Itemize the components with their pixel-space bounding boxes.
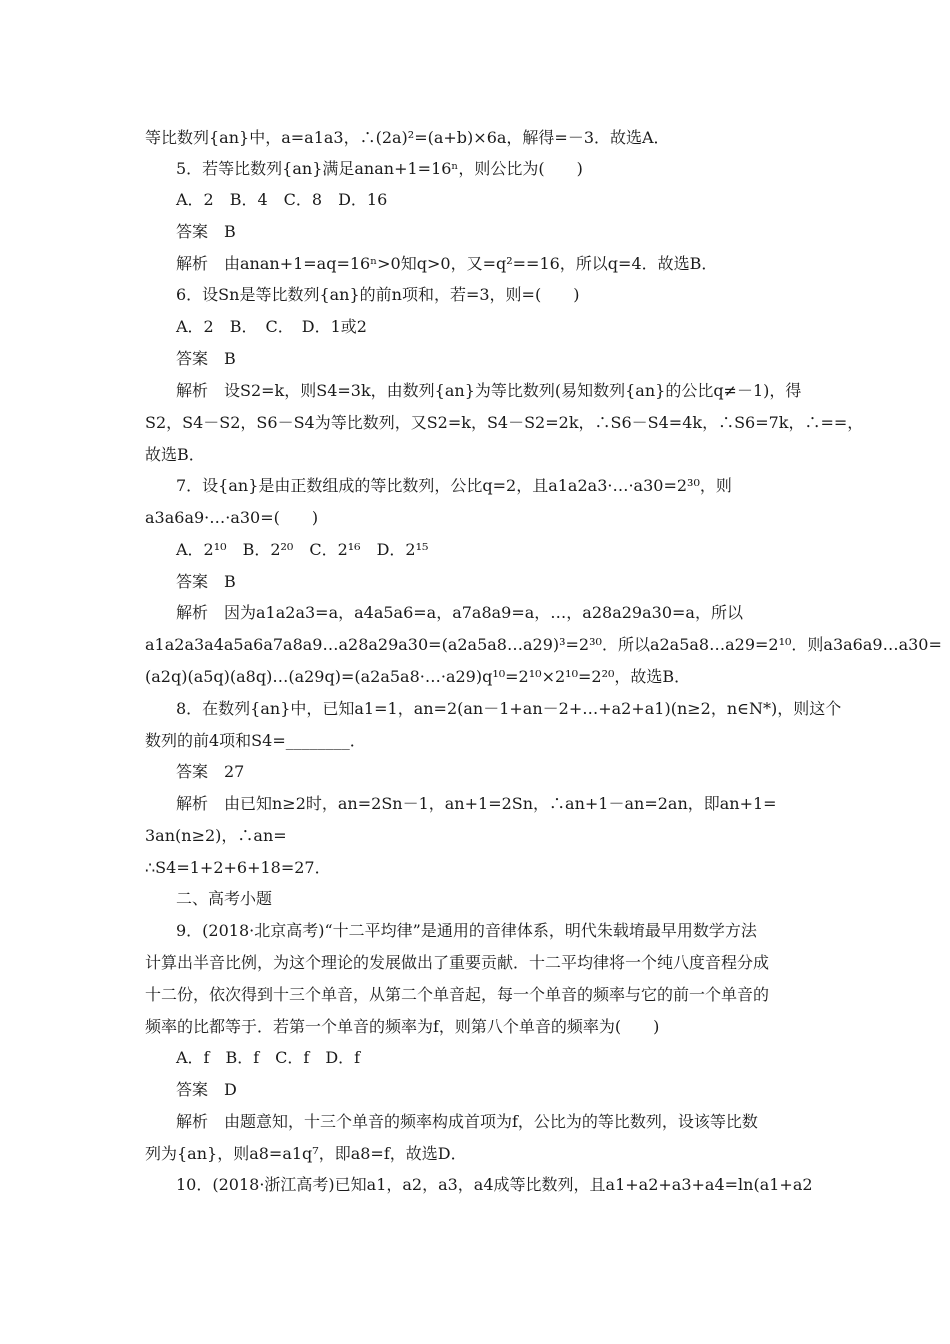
question-9-options: A．f B．f C．f D．f <box>176 1048 361 1067</box>
question-7-analysis: a1a2a3a4a5a6a7a8a9…a28a29a30=(a2a5a8…a29)³=2³⁰．所以a2a5a8…a29=2¹⁰．则a3a6a9…a30= <box>145 635 942 654</box>
question-6-answer: 答案 B <box>176 349 236 368</box>
question-10-stem: 10．(2018·浙江高考)已知a1，a2，a3，a4成等比数列，且a1+a2+a3+a4=ln(a1+a2 <box>176 1175 813 1194</box>
question-6-analysis: 故选B． <box>145 445 205 464</box>
question-9-stem: 十二份，依次得到十三个单音，从第二个单音起，每一个单音的频率与它的前一个单音的 <box>145 985 770 1004</box>
question-8-analysis: 3an(n≥2)，∴an= <box>145 826 287 845</box>
question-6-options: A．2 B． C． D．1或2 <box>176 317 367 336</box>
question-5-answer: 答案 B <box>176 222 236 241</box>
question-7-analysis: 解析 因为a1a2a3=a，a4a5a6=a，a7a8a9=a，…，a28a29a30=a，所以 <box>176 603 743 622</box>
section-heading: 二、高考小题 <box>176 889 273 908</box>
question-7-analysis: (a2q)(a5q)(a8q)…(a29q)=(a2a5a8·…·a29)q¹⁰=2¹⁰×2¹⁰=2²⁰，故选B． <box>145 667 691 686</box>
question-5-options: A．2 B．4 C．8 D．16 <box>176 190 388 209</box>
question-7-stem: 7．设{an}是由正数组成的等比数列，公比q=2，且a1a2a3·…·a30=2³⁰，则 <box>176 476 732 495</box>
question-8-analysis: ∴S4=1+2+6+18=27． <box>145 858 331 877</box>
question-6-stem: 6．设Sn是等比数列{an}的前n项和，若=3，则=( ) <box>176 285 580 304</box>
question-9-stem: 计算出半音比例，为这个理论的发展做出了重要贡献．十二平均律将一个纯八度音程分成 <box>145 953 770 972</box>
question-9-answer: 答案 D <box>176 1080 237 1099</box>
question-9-analysis: 列为{an}，则a8=a1q⁷，即a8=f，故选D． <box>145 1144 467 1163</box>
question-9-stem: 9．(2018·北京高考)“十二平均律”是通用的音律体系，明代朱载堉最早用数学方法 <box>176 921 757 940</box>
question-8-analysis: 解析 由已知n≥2时，an=2Sn－1，an+1=2Sn，∴an+1－an=2an，即an+1= <box>176 794 777 813</box>
question-6-analysis: 解析 设S2=k，则S4=3k，由数列{an}为等比数列(易知数列{an}的公比q≠－1)，得 <box>176 381 802 400</box>
text-line: 等比数列{an}中，a=a1a3，∴(2a)²=(a+b)×6a，解得=－3．故选A． <box>145 128 670 147</box>
question-8-answer: 答案 27 <box>176 762 245 781</box>
question-9-analysis: 解析 由题意知，十三个单音的频率构成首项为f，公比为的等比数列，设该等比数 <box>176 1112 758 1131</box>
question-7-answer: 答案 B <box>176 572 236 591</box>
question-6-analysis: S2，S4－S2，S6－S4为等比数列，又S2=k，S4－S2=2k，∴S6－S4=4k，∴S6=7k，∴==， <box>145 413 864 432</box>
question-8-stem: 8．在数列{an}中，已知a1=1，an=2(an－1+an－2+…+a2+a1)(n≥2，n∈N*)，则这个 <box>176 699 842 718</box>
question-7-options: A．2¹⁰ B．2²⁰ C．2¹⁶ D．2¹⁵ <box>176 540 429 559</box>
question-9-stem: 频率的比都等于．若第一个单音的频率为f，则第八个单音的频率为( ) <box>145 1017 660 1036</box>
question-7-stem: a3a6a9·…·a30=( ) <box>145 508 319 527</box>
question-5-stem: 5．若等比数列{an}满足anan+1=16ⁿ，则公比为( ) <box>176 159 583 178</box>
question-5-analysis: 解析 由anan+1=aq=16ⁿ>0知q>0，又=q²==16，所以q=4．故选B． <box>176 254 718 273</box>
question-8-stem: 数列的前4项和S4=________． <box>145 731 366 750</box>
